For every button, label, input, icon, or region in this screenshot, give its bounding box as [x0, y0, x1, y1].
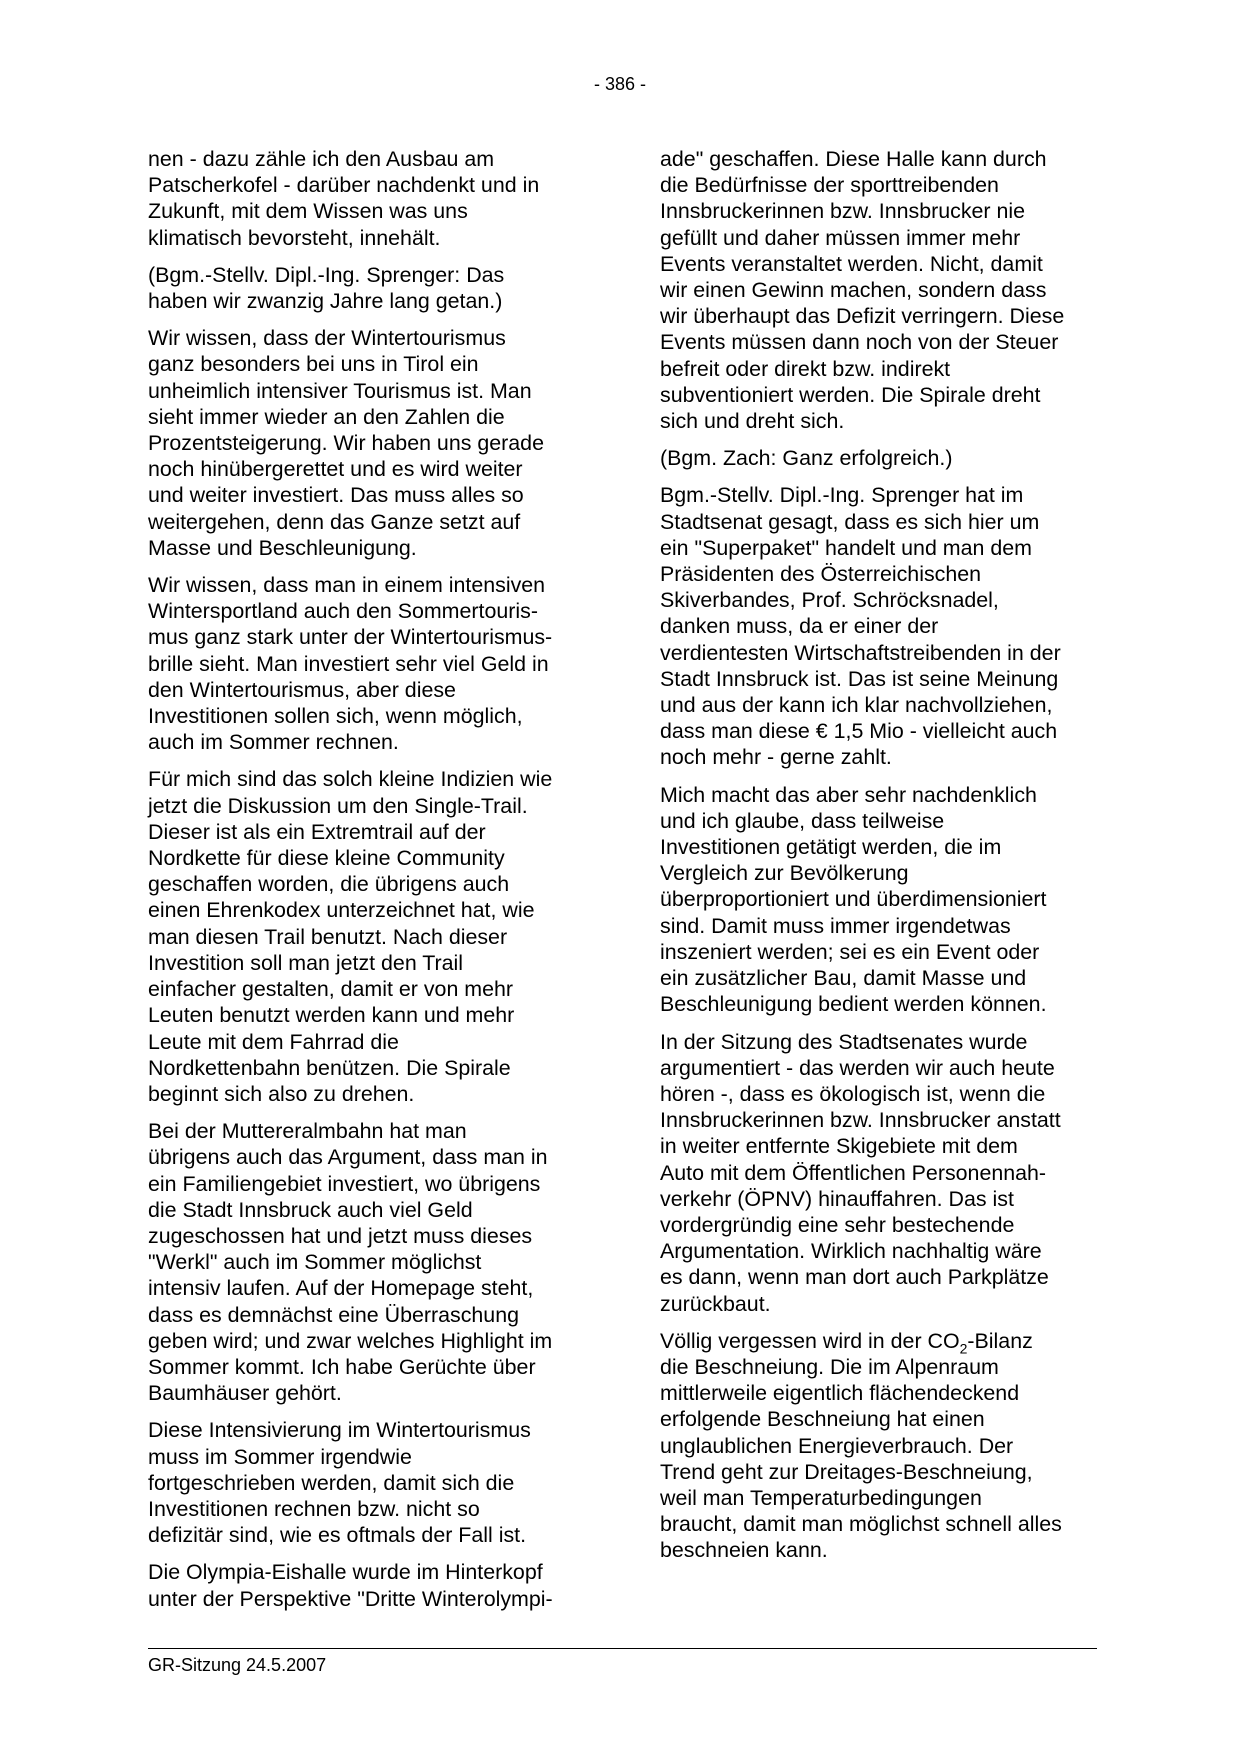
footer-session-date: GR-Sitzung 24.5.2007 [148, 1655, 327, 1675]
paragraph: In der Sitzung des Stadtsenates wurde argumentiert - das werden wir auch heute hören -, dass es ökologisch ist, wenn die Innsbruckerinnen bzw. Innsbrucker anstatt in weiter entfernte Skigebiete mit dem Auto mit dem Öffentlichen Personennah- verkehr (ÖPNV) hinauffahren. Das ist vordergründig eine sehr bestechende Argumentation. Wirklich nachhaltig wäre es dann, wenn man dort auch Parkplätze zurückbaut. [660, 1029, 1061, 1316]
co2-text-after: -Bilanz die Beschneiung. Die im Alpenraum mittlerweile eigentlich flächendeckend erfolgende Beschneiung hat einen unglaublichen Energieverbrauch. Der Trend geht zur Dreitages-Beschneiung, weil man Temperaturbedingungen braucht, damit man möglichst schnell alles beschneien kann. [660, 1328, 1062, 1563]
page-number: - 386 - [593, 74, 647, 94]
co2-paragraph [660, 1328, 1100, 1564]
co2-subscript: 2 [959, 1340, 968, 1357]
paragraph: Bgm.-Stellv. Dipl.-Ing. Sprenger hat im Stadtsenat gesagt, dass es sich hier um ein "Superpaket" handelt und man dem Präsidenten des Österreichischen Skiverbandes, Prof. Schröcksnadel, danken muss, da er einer der verdientesten Wirtschaftstreibenden in der Stadt Innsbruck ist. Das ist seine Meinung und aus der kann ich klar nachvollziehen, dass man diese € 1,5 Mio - vielleicht auch noch mehr - gerne zahlt. [660, 483, 1061, 770]
paragraph: Wir wissen, dass der Wintertourismus ganz besonders bei uns in Tirol ein unheimlich intensiver Tourismus ist. Man sieht immer wieder an den Zahlen die Prozentsteigerung. Wir haben uns gerade noch hinübergerettet und es wird weiter und weiter investiert. Das muss alles so weitergehen, denn das Ganze setzt auf Masse und Beschleunigung. [148, 326, 544, 560]
paragraph: Mich macht das aber sehr nachdenklich und ich glaube, dass teilweise Investitionen getätigt werden, die im Vergleich zur Bevölkerung überproportioniert und überdimensioniert sind. Damit muss immer irgendetwas inszeniert werden; sei es ein Event oder ein zusätzlicher Bau, damit Masse und Beschleunigung bedient werden können. [660, 782, 1047, 1017]
paragraph: Die Olympia-Eishalle wurde im Hinterkopf unter der Perspektive "Dritte Winterolympi- [148, 1560, 553, 1611]
interjection: (Bgm.-Stellv. Dipl.-Ing. Sprenger: Das haben wir zwanzig Jahre lang getan.) [148, 262, 505, 314]
paragraph: Für mich sind das solch kleine Indizien wie jetzt die Diskussion um den Single-Trail. Dieser ist als ein Extremtrail auf der Nordkette für diese kleine Community geschaffen worden, die übrigens auch einen Ehrenkodex unterzeichnet hat, wie man diesen Trail benutzt. Nach dieser Investition soll man jetzt den Trail einfacher gestalten, damit er von mehr Leuten benutzt werden kann und mehr Leute mit dem Fahrrad die Nordkettenbahn benützen. Die Spirale beginnt sich also zu drehen. [148, 767, 553, 1106]
interjection: (Bgm. Zach: Ganz erfolgreich.) [660, 446, 953, 471]
paragraph: Diese Intensivierung im Wintertourismus muss im Sommer irgendwie fortgeschrieben werden, damit sich die Investitionen rechnen bzw. nicht so defizitär sind, wie es oftmals der Fall ist. [148, 1418, 531, 1548]
footer-divider [148, 1648, 1097, 1649]
co2-text-before: Völlig vergessen wird in der CO [660, 1328, 960, 1353]
right-column [660, 146, 1100, 1575]
paragraph: Wir wissen, dass man in einem intensiven Wintersportland auch den Sommertouris- mus ganz stark unter der Wintertourismus- brille sieht. Man investiert sehr viel Geld in den Wintertourismus, aber diese Investitionen sollen sich, wenn möglich, auch im Sommer rechnen. [148, 573, 553, 755]
paragraph: nen - dazu zähle ich den Ausbau am Patscherkofel - darüber nachdenkt und in Zukunft, mit dem Wissen was uns klimatisch bevorsteht, innehält. [148, 147, 540, 250]
paragraph: Bei der Muttereralmbahn hat man übrigens auch das Argument, dass man in ein Familiengebiet investiert, wo übrigens die Stadt Innsbruck auch viel Geld zugeschossen hat und jetzt muss dieses "Werkl" auch im Sommer möglichst intensiv laufen. Auf der Homepage steht, dass es demnächst eine Überraschung geben wird; und zwar welches Highlight im Sommer kommt. Ich habe Gerüchte über Baumhäuser gehört. [148, 1119, 553, 1406]
left-column [148, 146, 588, 1623]
paragraph: ade" geschaffen. Diese Halle kann durch die Bedürfnisse der sporttreibenden Innsbruckerinnen bzw. Innsbrucker nie gefüllt und daher müssen immer mehr Events veranstaltet werden. Nicht, damit wir einen Gewinn machen, sondern dass wir überhaupt das Defizit verringern. Diese Events müssen dann noch von der Steuer befreit oder direkt bzw. indirekt subventioniert werden. Die Spirale dreht sich und dreht sich. [660, 147, 1065, 434]
